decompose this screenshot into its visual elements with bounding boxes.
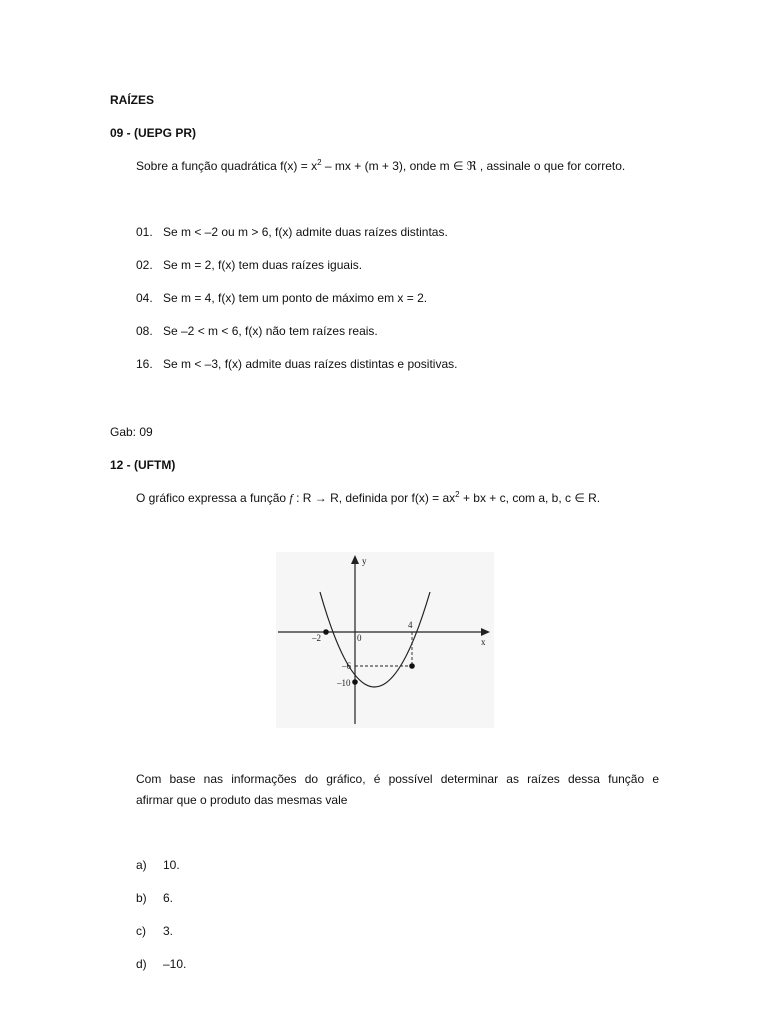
tick-x-neg: –2: [312, 633, 321, 643]
question-09-header: 09 - (UEPG PR): [110, 126, 197, 140]
point-4-minus6: [409, 663, 415, 669]
option-text: 10.: [163, 858, 180, 872]
tick-x-pos: 4: [408, 620, 413, 630]
option-letter: b): [136, 891, 147, 905]
question-12-header: 12 - (UFTM): [110, 458, 176, 472]
option-text: 3.: [163, 924, 174, 938]
item-number: 04.: [136, 291, 153, 305]
option-letter: a): [136, 858, 147, 872]
root-point: [323, 629, 329, 635]
option-letter: c): [136, 924, 146, 938]
item-text: Se m = 4, f(x) tem um ponto de máximo em x = 2.: [163, 291, 428, 305]
item-number: 08.: [136, 324, 153, 338]
answer-key: Gab: 09: [110, 425, 153, 439]
item-number: 16.: [136, 357, 153, 371]
question-12-stem: O gráfico expressa a função f : R → R, definida por $f(x) = ax^2$ + bx + c, com a, b, c ∈ R.: [136, 490, 601, 505]
tick-y-1: –6: [342, 661, 351, 671]
item-text: Se m < –3, f(x) admite duas raízes distintas e positivas.: [163, 357, 458, 371]
item-number: 02.: [136, 258, 153, 272]
question-09-stem: Sobre a função quadrática $f(x) = x^2$ – mx + (m + 3), onde m ∈ ℜ , assinale o que for correto.: [136, 158, 626, 173]
tick-y-2: –10: [337, 678, 351, 688]
origin-label: 0: [357, 633, 362, 643]
y-axis-label: y: [362, 556, 367, 566]
item-text: Se m = 2, f(x) tem duas raízes iguais.: [163, 258, 363, 272]
option-text: 6.: [163, 891, 174, 905]
section-title: RAÍZES: [110, 93, 155, 107]
item-text: Se m < –2 ou m > 6, f(x) admite duas raízes distintas.: [163, 225, 448, 239]
option-letter: d): [136, 957, 147, 971]
y-intercept-point: [352, 679, 358, 685]
question-12-body-line2: afirmar que o produto das mesmas vale: [136, 793, 348, 807]
x-axis-label: x: [481, 637, 486, 647]
question-12-body-line1: Com base nas informações do gráfico, é possível determinar as raízes dessa função e: [136, 772, 659, 786]
option-text: –10.: [163, 957, 187, 971]
item-number: 01.: [136, 225, 153, 239]
parabola-graph: [276, 552, 494, 728]
item-text: Se –2 < m < 6, f(x) não tem raízes reais.: [163, 324, 378, 338]
